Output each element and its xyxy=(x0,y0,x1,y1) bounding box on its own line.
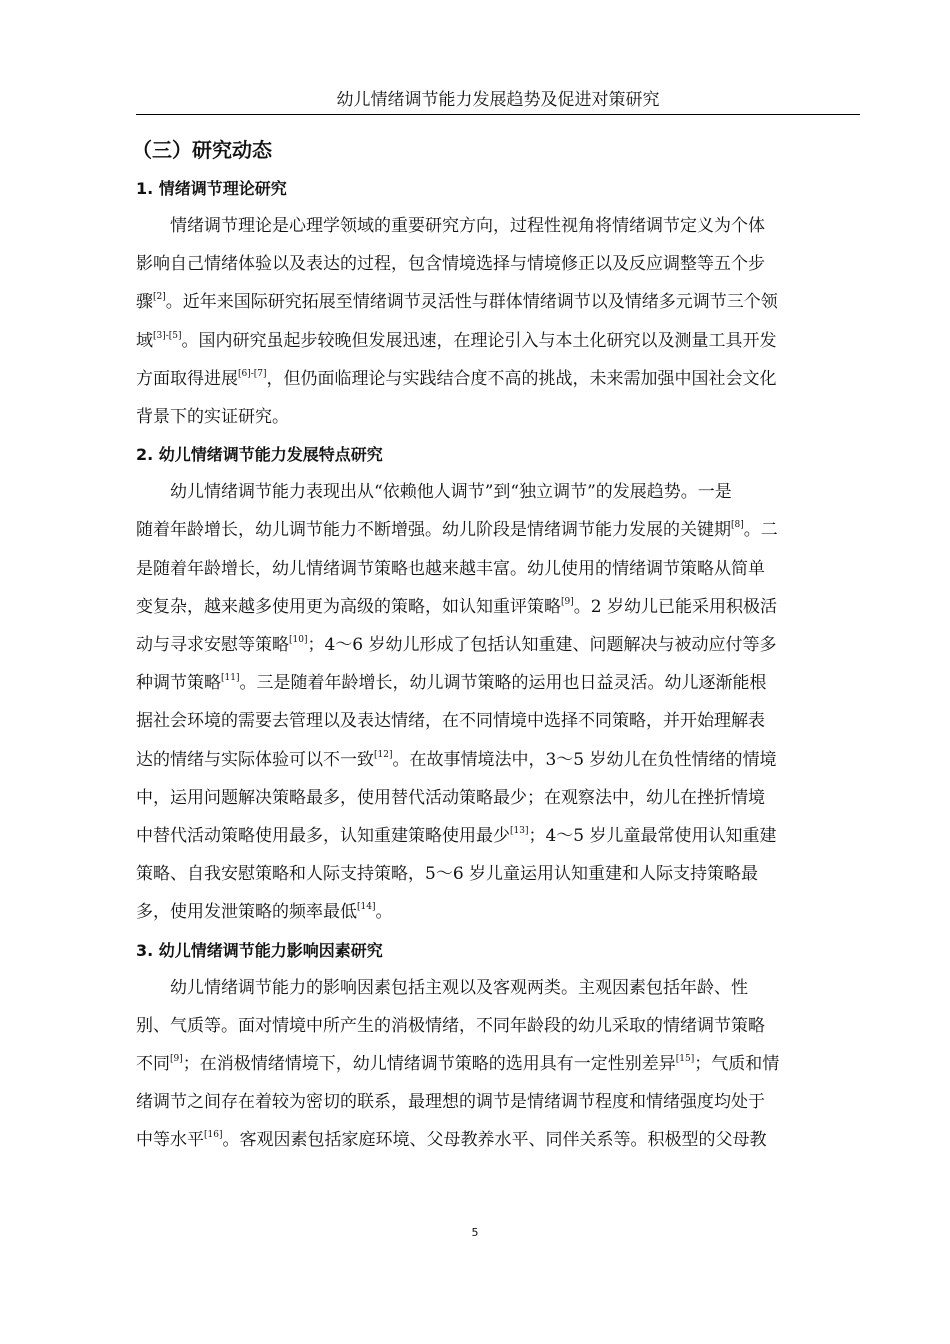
citation: [9] xyxy=(561,596,574,607)
text-line xyxy=(136,1121,860,1159)
subsection-title: 1. 情绪调节理论研究 xyxy=(136,179,287,198)
text-span: 。近年来国际研究拓展至情绪调节灵活性与群体情绪调节以及情绪多元调节三个领 xyxy=(165,292,778,313)
text-span: 。三是随着年龄增长，幼儿调节策略的运用也日益灵活。幼儿逐渐能根 xyxy=(239,673,767,694)
citation: [10] xyxy=(289,635,308,646)
text-line xyxy=(136,817,860,855)
text-span: 。 xyxy=(375,902,393,923)
text-span: 幼儿情绪调节能力的影响因素包括主观以及客观两类。主观因素包括年龄、性 xyxy=(170,977,748,998)
text-line xyxy=(136,207,860,245)
text-line xyxy=(136,1007,860,1045)
text-span: 幼儿情绪调节能力表现出从“依赖他人调节”到“独立调节”的发展趋势。一是 xyxy=(170,482,732,503)
text-line xyxy=(136,969,860,1007)
text-span: 不同 xyxy=(136,1054,170,1075)
citation: [2] xyxy=(153,292,166,303)
text-line xyxy=(136,626,860,664)
citation: [3]-[5] xyxy=(153,330,182,341)
text-span: ；4～5 岁儿童最常使用认知重建 xyxy=(528,826,777,847)
citation: [15] xyxy=(675,1054,695,1065)
text-span: 影响自己情绪体验以及表达的过程，包含情境选择与情境修正以及反应调整等五个步 xyxy=(136,254,765,275)
text-line xyxy=(136,283,860,321)
text-span: 情绪调节理论是心理学领域的重要研究方向，过程性视角将情绪调节定义为个体 xyxy=(170,216,765,236)
text-span: 域 xyxy=(136,330,153,351)
text-line xyxy=(136,664,860,702)
section-title: （三）研究动态 xyxy=(132,138,272,162)
text-span: 别、气质等。面对情境中所产生的消极情绪，不同年龄段的幼儿采取的情绪调节策略 xyxy=(136,1015,765,1036)
text-line xyxy=(136,245,860,283)
text-span: 变复杂，越来越多使用更为高级的策略，如认知重评策略 xyxy=(136,596,561,617)
citation: [8] xyxy=(731,520,744,531)
text-span: 达的情绪与实际体验可以不一致 xyxy=(136,749,374,770)
text-span: 策略、自我安慰策略和人际支持策略，5～6 岁儿童运用认知重建和人际支持策略最 xyxy=(136,864,759,885)
running-header: 幼儿情绪调节能力发展趋势及促进对策研究 xyxy=(136,88,860,115)
text-span: ；气质和情 xyxy=(694,1054,780,1075)
text-line xyxy=(136,511,860,549)
text-span: 是随着年龄增长，幼儿情绪调节策略也越来越丰富。幼儿使用的情绪调节策略从简单 xyxy=(136,558,765,579)
text-span: ，但仍面临理论与实践结合度不高的挑战，未来需加强中国社会文化 xyxy=(266,368,777,389)
text-span: 多，使用发泄策略的频率最低 xyxy=(136,902,357,923)
citation: [12] xyxy=(374,749,393,760)
page-number: 5 xyxy=(471,1226,479,1239)
citation: [14] xyxy=(357,902,376,913)
text-line xyxy=(136,702,860,740)
text-span: 。在故事情境法中，3～5 岁幼儿在负性情绪的情境 xyxy=(392,749,777,770)
text-span: 中替代活动策略使用最多，认知重建策略使用最少 xyxy=(136,826,510,847)
citation: [16] xyxy=(204,1130,223,1141)
text-line xyxy=(136,588,860,626)
text-line xyxy=(136,360,860,398)
paragraph xyxy=(136,473,860,931)
text-span: 中，运用问题解决策略最多，使用替代活动策略最少；在观察法中，幼儿在挫折情境 xyxy=(136,787,765,808)
text-span: 骤 xyxy=(136,292,153,313)
subsection-title: 2. 幼儿情绪调节能力发展特点研究 xyxy=(136,445,383,465)
text-span: 。客观因素包括家庭环境、父母教养水平、同伴关系等。积极型的父母教 xyxy=(222,1130,767,1151)
page-body xyxy=(132,130,860,1160)
citation: [13] xyxy=(510,826,529,837)
text-span: 据社会环境的需要去管理以及表达情绪，在不同情境中选择不同策略，并开始理解表 xyxy=(136,711,765,732)
text-line xyxy=(136,473,860,511)
text-span: 方面取得进展 xyxy=(136,368,238,389)
citation: [6]-[7] xyxy=(238,368,267,379)
paragraph xyxy=(136,969,860,1160)
subsection-title: 3. 幼儿情绪调节能力影响因素研究 xyxy=(136,940,383,960)
text-line xyxy=(136,779,860,817)
text-span: 。2 岁幼儿已能采用积极活 xyxy=(573,596,777,617)
text-line xyxy=(136,322,860,360)
text-span: 背景下的实证研究。 xyxy=(136,407,289,428)
text-line xyxy=(136,398,860,436)
citation: [11] xyxy=(221,673,240,684)
text-line xyxy=(136,550,860,588)
text-line xyxy=(136,1045,860,1083)
text-span: 中等水平 xyxy=(136,1130,204,1151)
text-span: ；在消极情绪情境下，幼儿情绪调节策略的选用具有一定性别差异 xyxy=(182,1054,676,1075)
text-span: 绪调节之间存在着较为密切的联系，最理想的调节是情绪调节程度和情绪强度均处于 xyxy=(136,1092,765,1113)
citation: [9] xyxy=(170,1054,183,1065)
text-span: 。国内研究虽起步较晚但发展迅速，在理论引入与本土化研究以及测量工具开发 xyxy=(181,330,777,351)
text-span: 随着年龄增长，幼儿调节能力不断增强。幼儿阶段是情绪调节能力发展的关键期 xyxy=(136,520,731,541)
paragraph xyxy=(136,207,860,436)
text-span: 。二 xyxy=(743,520,778,541)
text-span: 种调节策略 xyxy=(136,673,221,694)
text-line xyxy=(136,893,860,931)
text-span: 动与寻求安慰等策略 xyxy=(136,635,289,656)
text-line xyxy=(136,855,860,893)
text-line xyxy=(136,741,860,779)
text-span: ；4～6 岁幼儿形成了包括认知重建、问题解决与被动应付等多 xyxy=(307,635,777,656)
text-line xyxy=(136,1083,860,1121)
